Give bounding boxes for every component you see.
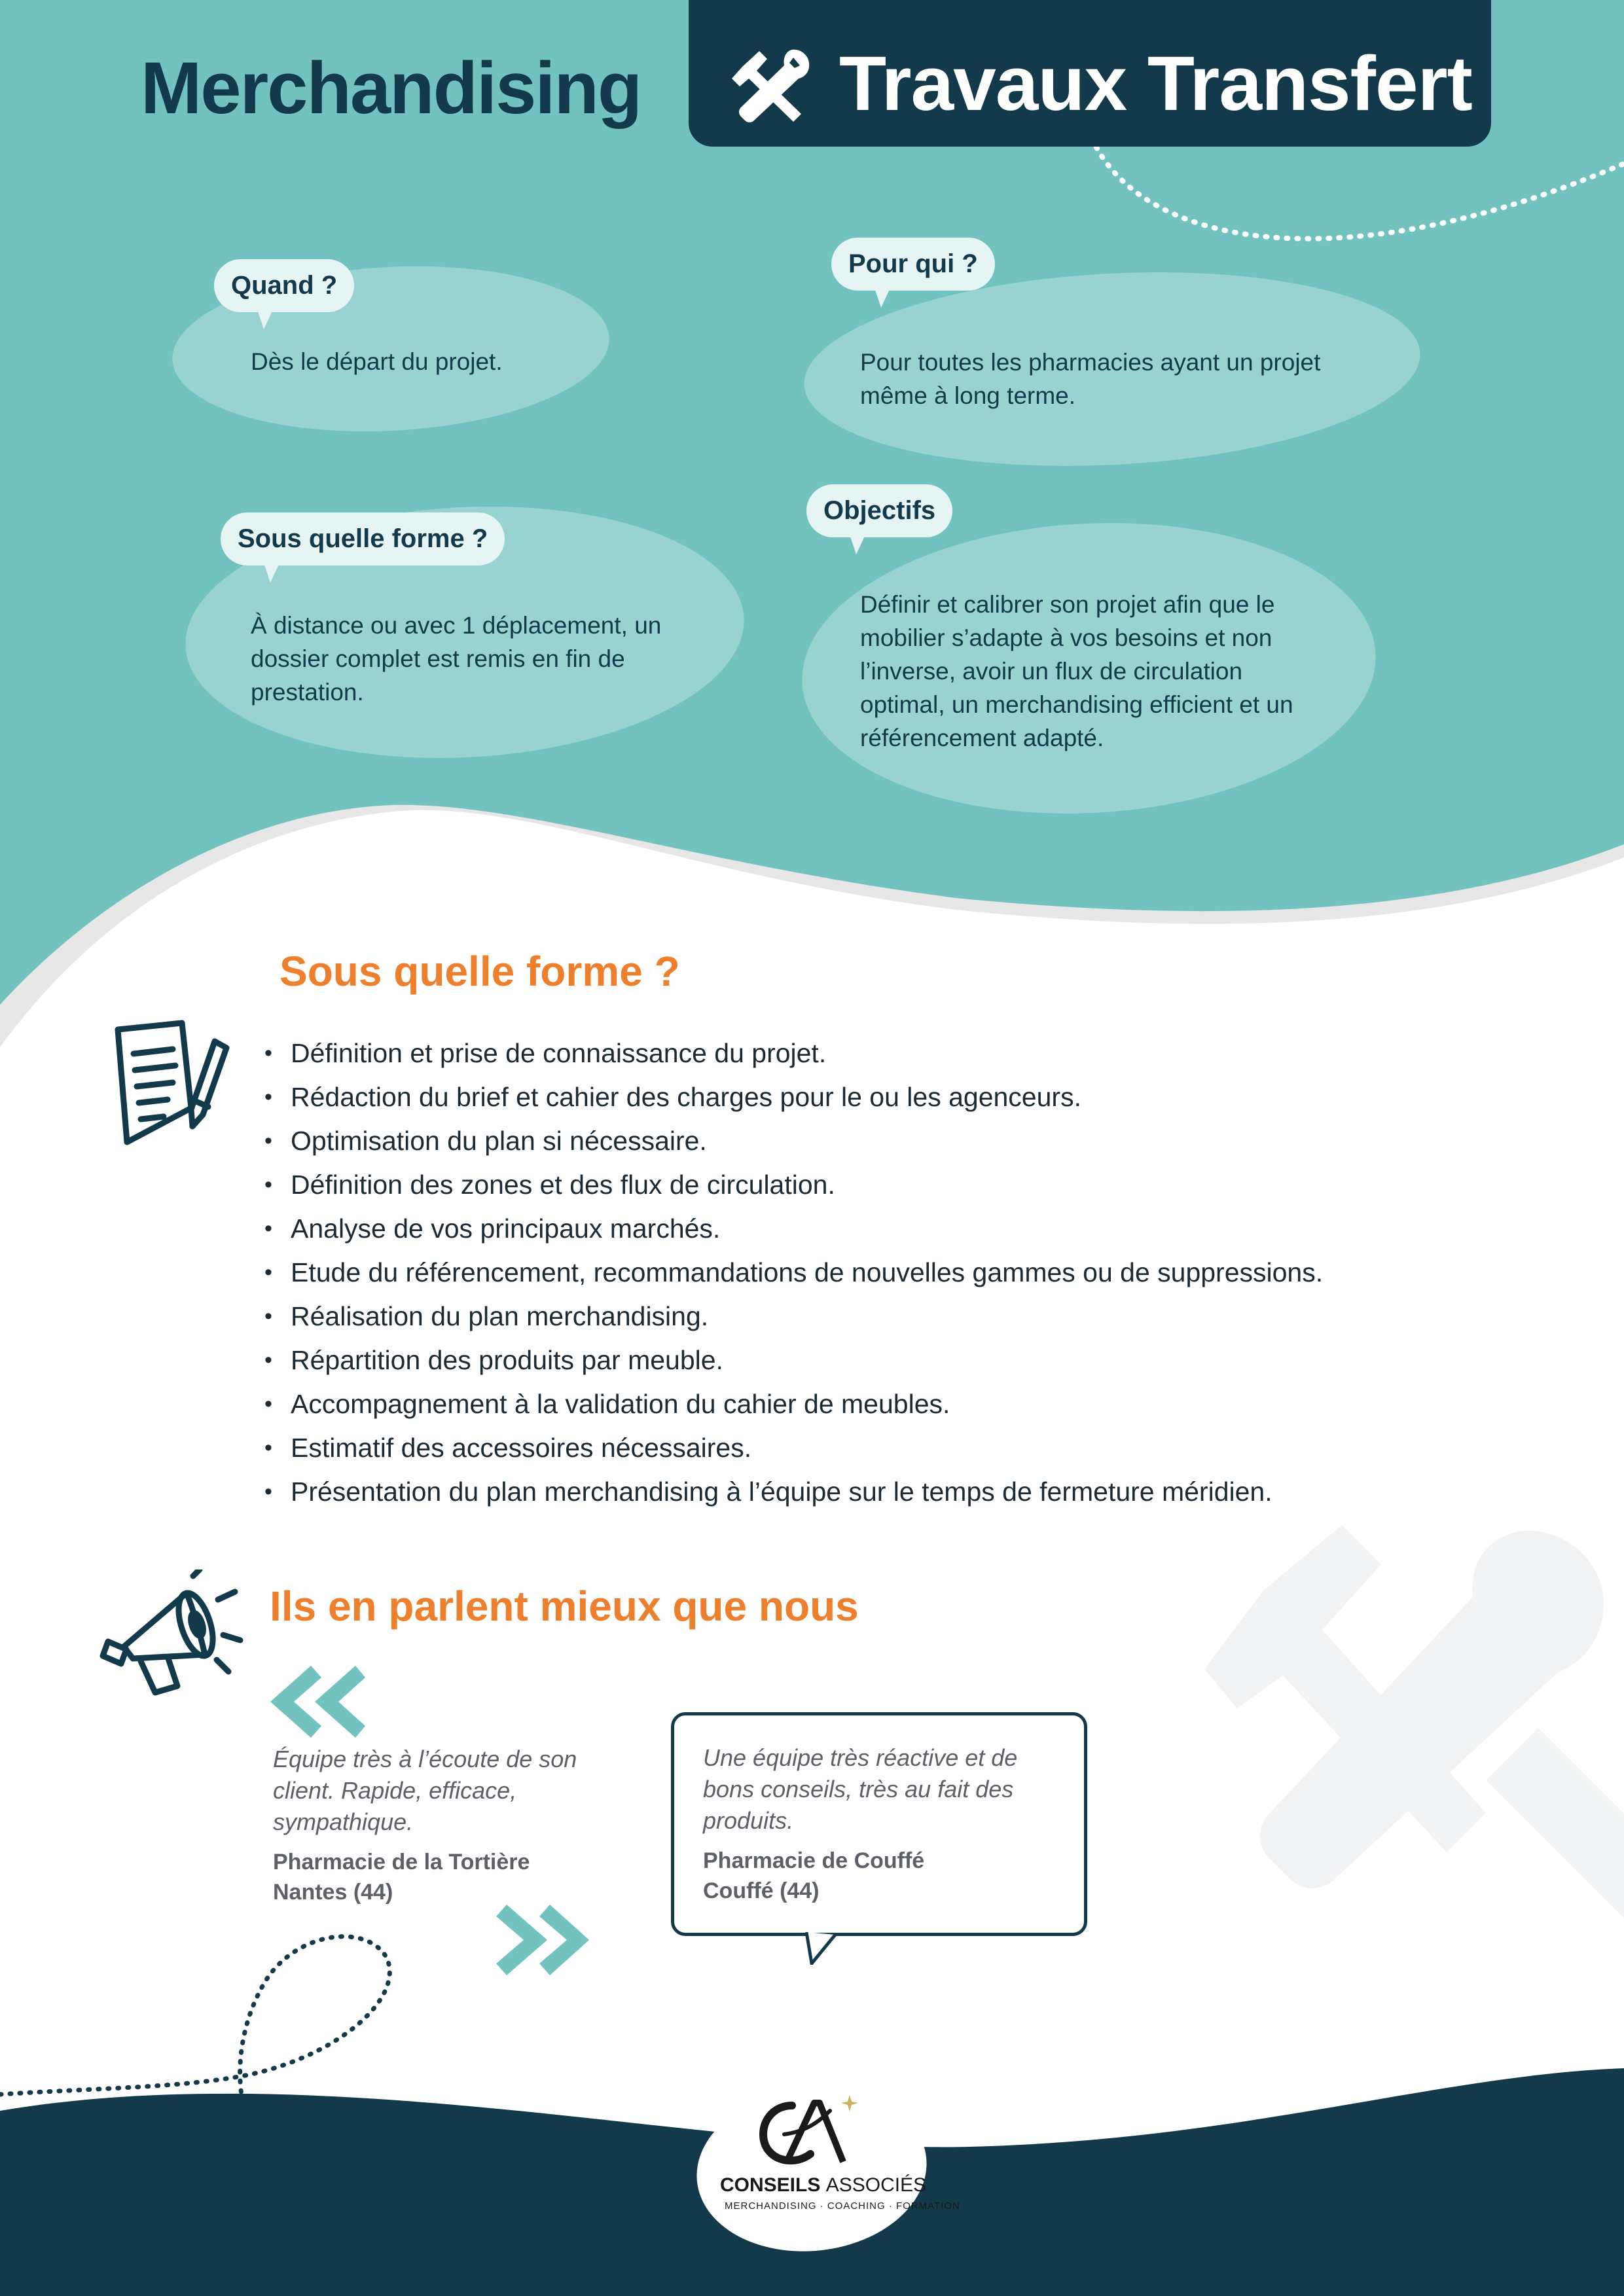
list-item: • Analyse de vos principaux marchés. xyxy=(264,1207,1323,1251)
hammer-wrench-icon xyxy=(728,48,813,124)
tag-pour-qui: Pour qui ? xyxy=(831,238,995,291)
quote-close-icon xyxy=(496,1905,589,1975)
list-item: • Réalisation du plan merchandising. xyxy=(264,1295,1323,1338)
brand-title: Merchandising xyxy=(141,47,641,129)
testimonial-2-author: Pharmacie de Couffé xyxy=(703,1848,925,1873)
testimonial-2-quote: Une équipe très réactive et de bons conseils, très au fait des produits. xyxy=(703,1744,1018,1834)
tag-forme: Sous quelle forme ? xyxy=(221,512,505,565)
text-forme: À distance ou avec 1 déplacement, un dossier complet est remis en fin de prestation. xyxy=(251,612,662,706)
header-title: Travaux Transfert xyxy=(839,41,1472,127)
logo-name: CONSEILS ASSOCIÉS xyxy=(720,2174,927,2196)
list-item: • Estimatif des accessoires nécessaires. xyxy=(264,1426,1323,1470)
text-objectifs: Définir et calibrer son projet afin que le mobilier s’adapte à vos besoins et non l’inverse, avoir un flux de circulation optimal, un merchandising efficient et un référencement adapté. xyxy=(860,591,1293,751)
quote-open-icon xyxy=(270,1666,365,1738)
list-item: • Rédaction du brief et cahier des charges pour le ou les agenceurs. xyxy=(264,1075,1323,1119)
list-item: • Accompagnement à la validation du cahier de meubles. xyxy=(264,1382,1323,1426)
details-list xyxy=(264,1031,1323,1514)
details-title: Sous quelle forme ? xyxy=(280,948,680,995)
list-item: • Etude du référencement, recommandations de nouvelles gammes ou de suppressions. xyxy=(264,1251,1323,1295)
megaphone-icon xyxy=(95,1570,245,1707)
text-pour-qui: Pour toutes les pharmacies ayant un projet même à long terme. xyxy=(860,349,1321,409)
text-quand: Dès le départ du projet. xyxy=(251,348,503,375)
logo-tagline: MERCHANDISING · COACHING · FORMATION xyxy=(725,2200,960,2212)
list-item: • Présentation du plan merchandising à l’équipe sur le temps de fermeture méridien. xyxy=(264,1470,1323,1514)
tag-objectifs: Objectifs xyxy=(806,484,952,537)
watermark-tools-icon xyxy=(1204,1525,1624,1924)
tag-quand: Quand ? xyxy=(214,259,354,312)
list-item: • Répartition des produits par meuble. xyxy=(264,1338,1323,1382)
testimonial-1-location: Nantes (44) xyxy=(273,1880,393,1905)
list-item: • Définition des zones et des flux de circulation. xyxy=(264,1163,1323,1207)
testimonial-1-author: Pharmacie de la Tortière xyxy=(273,1850,530,1874)
logo-monogram xyxy=(751,2091,869,2170)
speech-tail xyxy=(805,1932,844,1965)
testimonial-2-location: Couffé (44) xyxy=(703,1878,820,1903)
testimonial-1-quote: Équipe très à l’écoute de son client. Rapide, efficace, sympathique. xyxy=(273,1746,577,1835)
list-item: • Définition et prise de connaissance du projet. xyxy=(264,1031,1323,1075)
list-item: • Optimisation du plan si nécessaire. xyxy=(264,1119,1323,1163)
testimonials-title: Ils en parlent mieux que nous xyxy=(270,1583,859,1630)
document-pen-icon xyxy=(105,1018,236,1155)
